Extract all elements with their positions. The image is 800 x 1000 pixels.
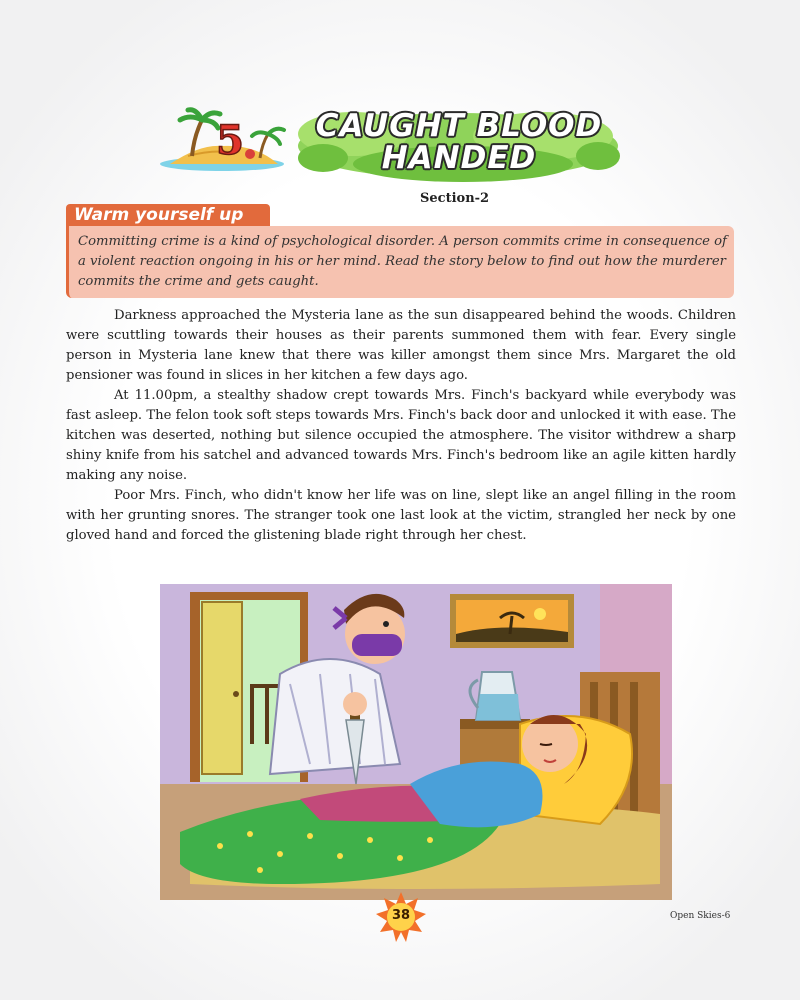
chapter-title-line2: HANDED	[381, 140, 537, 176]
book-title: Open Skies-6	[670, 911, 731, 921]
chapter-number: 5	[216, 117, 244, 164]
story-paragraph: Darkness approached the Mysteria lane as the sun disappeared behind the woods. Children were scuttling towards their houses as their parents summoned them with fear. Every single person in Mysteria lane knew that there was killer amongst them since Mrs. Margaret the old pensioner was found in slices in her kitchen a few days ago.	[66, 308, 736, 383]
story-illustration	[160, 584, 672, 900]
warmup-heading: Warm yourself up	[74, 205, 244, 225]
page-number: 38	[391, 908, 411, 923]
chapter-number-badge	[160, 106, 295, 176]
story-text	[66, 306, 736, 546]
chapter-title-line1: CAUGHT BLOOD	[315, 108, 603, 144]
warmup-text: Committing crime is a kind of psychological disorder. A person commits crime in consequence of a violent reaction ongoing in his or her mind. Read the story below to find out how the murderer commits the crime and gets caught.	[78, 234, 727, 289]
story-paragraph: Poor Mrs. Finch, who didn't know her life was on line, slept like an angel filling in the room with her grunting snores. The stranger took one last look at the victim, strangled her neck by one gloved hand and forced the glistening blade right through her chest.	[66, 488, 736, 543]
chapter-title	[300, 110, 618, 174]
story-paragraph: At 11.00pm, a stealthy shadow crept towards Mrs. Finch's backyard while everybody was fast asleep. The felon took soft steps towards Mrs. Finch's back door and unlocked it with ease. The kitchen was deserted, nothing but silence occupied the atmosphere. The visitor withdrew a sharp shiny knife from his satchel and advanced towards Mrs. Finch's bedroom like an agile kitten hardly making any noise.	[66, 388, 736, 483]
section-label: Section-2	[420, 191, 490, 206]
